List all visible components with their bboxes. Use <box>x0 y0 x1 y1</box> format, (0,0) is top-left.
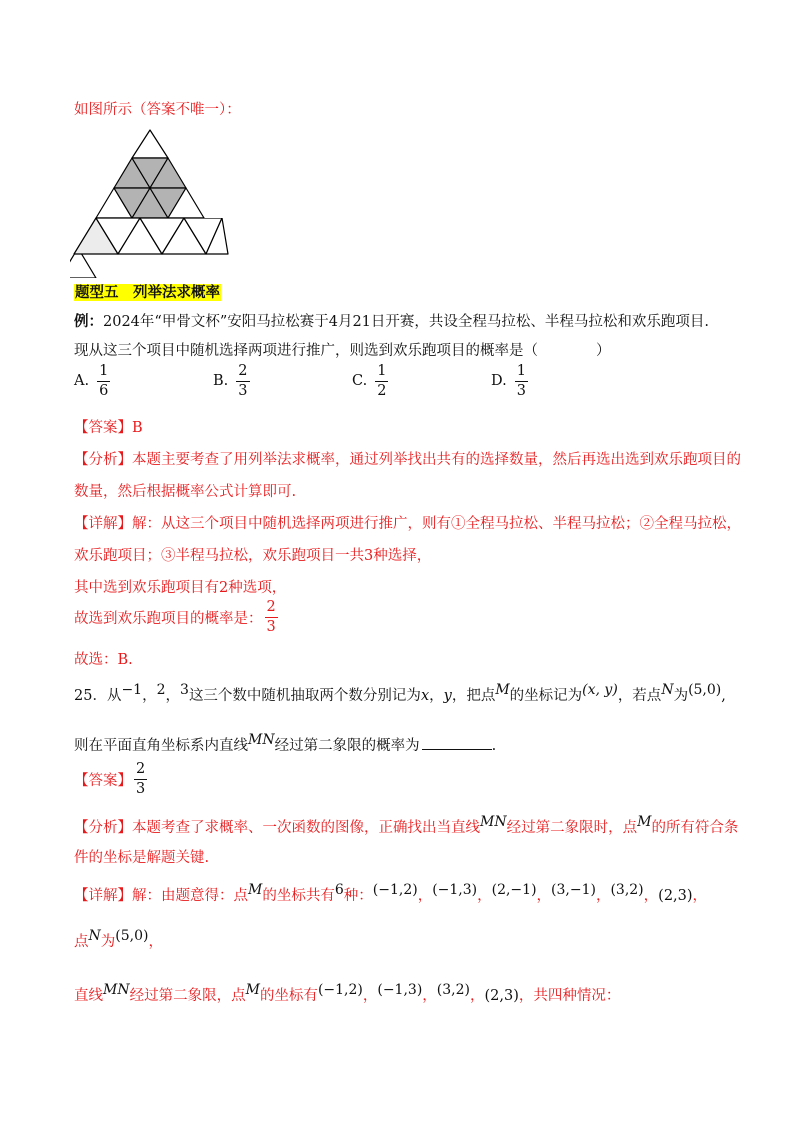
option-c: C. $\frac{1}{2}$ <box>352 363 387 399</box>
answer-blank <box>422 749 492 750</box>
intro-text: 如图所示（答案不唯一）： <box>74 102 241 118</box>
q25-detail-1: 【详解】解：由题意得：点M的坐标共有6种：(−1,2)，(−1,3)，(2,−1)，(3,−1)，(3,2)，(2,3)， <box>74 882 708 904</box>
section-title: 题型五 列举法求概率 <box>75 284 220 301</box>
q25-analysis-1: 【分析】本题考查了求概率、一次函数的图像，正确找出当直线MN经过第二象限时，点M的所有符合条 <box>74 814 739 836</box>
q25-line-1: 25．从−1，2，3这三个数中随机抽取两个数分别记为x，y，把点M的坐标记为(x, y)，若点N为(5,0), <box>74 682 726 704</box>
q25-analysis-2: 件的坐标是解题关键. <box>74 850 210 866</box>
example-choice: 故选：B. <box>74 652 133 668</box>
option-a: A. $\frac{1}{6}$ <box>74 363 109 399</box>
example-answer: 【答案】B <box>74 420 143 436</box>
example-analysis-2: 数量，然后根据概率公式计算即可. <box>74 484 297 500</box>
example-detail-2: 欢乐跑项目；③半程马拉松，欢乐跑项目一共3种选择， <box>74 548 432 564</box>
example-detail-1: 【详解】解：从这三个项目中随机选择两项进行推广，则有①全程马拉松、半程马拉松；②全程马拉松， <box>74 516 741 532</box>
triangle-grid-bottom-row <box>70 218 230 258</box>
example-line-1: 例：2024年“甲骨文杯”安阳马拉松赛于4月21日开赛，共设全程马拉松、半程马拉松和欢乐跑项目. <box>74 313 710 330</box>
example-detail-3: 其中选到欢乐跑项目有2种选项， <box>74 580 287 596</box>
option-d: D. $\frac{1}{3}$ <box>491 363 526 399</box>
example-detail-4: 故选到欢乐跑项目的概率是： $\frac{2}{3}$ <box>74 599 276 635</box>
option-b: B. $\frac{2}{3}$ <box>213 363 248 399</box>
q25-answer: 【答案】 $\frac{2}{3}$ <box>74 761 146 797</box>
q25-line-2: 则在平面直角坐标系内直线MN经过第二象限的概率为 . <box>74 732 497 754</box>
example-line-2: 现从这三个项目中随机选择两项进行推广，则选到欢乐跑项目的概率是（ ） <box>74 343 611 359</box>
example-analysis-1: 【分析】本题主要考查了用列举法求概率，通过列举找出共有的选择数量，然后再选出选到欢乐跑项目的 <box>74 452 741 468</box>
q25-detail-2: 点N为(5,0)， <box>74 928 163 950</box>
q25-detail-3: 直线MN经过第二象限，点M的坐标有(−1,2)，(−1,3)，(3,2)，(2,3)，共四种情况： <box>74 982 621 1004</box>
